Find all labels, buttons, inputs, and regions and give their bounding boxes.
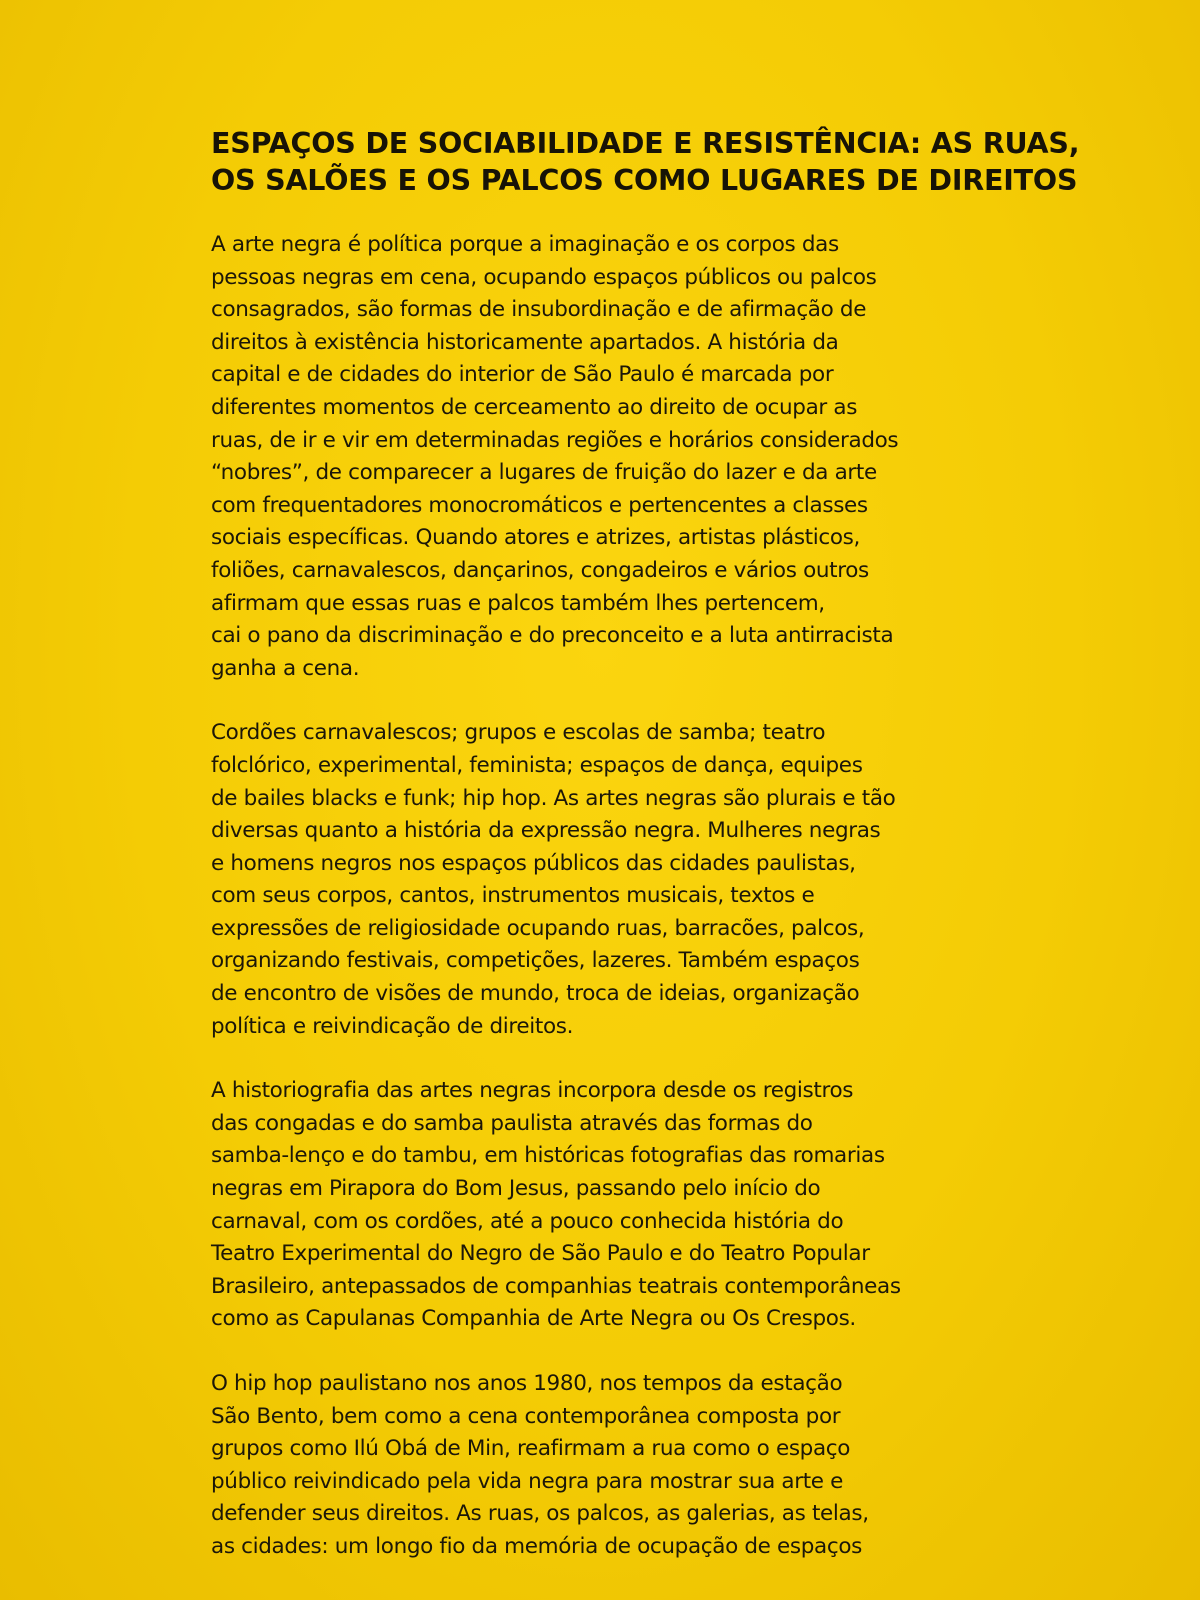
text-line: as cidades: um longo fio da memória de ocupação de espaços [211,1533,863,1559]
text-line: Brasileiro, antepassados de companhias teatrais contemporâneas [211,1273,901,1299]
paragraph-2 [211,717,1011,1043]
section-title [211,125,1080,199]
text-line: expressões de religiosidade ocupando ruas, barracões, palcos, [211,915,865,941]
paragraph-4 [211,1368,1011,1564]
text-line: público reivindicado pela vida negra para mostrar sua arte e [211,1468,844,1494]
text-line: direitos à existência historicamente apartados. A história da [211,329,839,355]
text-line: de bailes blacks e funk; hip hop. As artes negras são plurais e tão [211,785,896,811]
text-line: capital e de cidades do interior de São Paulo é marcada por [211,362,834,388]
text-line: diversas quanto a história da expressão negra. Mulheres negras [211,818,881,844]
text-line: A historiografia das artes negras incorpora desde os registros [211,1078,854,1104]
text-line: foliões, carnavalescos, dançarinos, congadeiros e vários outros [211,557,869,583]
text-line: pessoas negras em cena, ocupando espaços públicos ou palcos [211,264,877,290]
title-line: OS SALÕES E OS PALCOS COMO LUGARES DE DIREITOS [211,164,1078,197]
text-line: com frequentadores monocromáticos e pertencentes a classes [211,492,868,518]
text-line: “nobres”, de comparecer a lugares de fruição do lazer e da arte [211,460,877,486]
text-line: cai o pano da discriminação e do preconceito e a luta antirracista [211,623,894,649]
text-line: ganha a cena. [211,655,360,681]
text-line: das congadas e do samba paulista através das formas do [211,1110,813,1136]
text-line: folclórico, experimental, feminista; espaços de dança, equipes [211,752,863,778]
text-line: samba-lenço e do tambu, em históricas fotografias das romarias [211,1143,885,1169]
text-line: e homens negros nos espaços públicos das cidades paulistas, [211,850,856,876]
text-line: como as Capulanas Companhia de Arte Negra ou Os Crespos. [211,1306,856,1332]
text-line: organizando festivais, competições, lazeres. Também espaços [211,948,860,974]
text-line: com seus corpos, cantos, instrumentos musicais, textos e [211,883,815,909]
text-line: defender seus direitos. As ruas, os palcos, as galerias, as telas, [211,1501,869,1527]
text-line: Teatro Experimental do Negro de São Paulo e do Teatro Popular [211,1241,870,1267]
text-line: diferentes momentos de cerceamento ao direito de ocupar as [211,394,858,420]
text-line: afirmam que essas ruas e palcos também lhes pertencem, [211,590,825,616]
text-line: A arte negra é política porque a imaginação e os corpos das [211,232,839,257]
text-line: O hip hop paulistano nos anos 1980, nos tempos da estação [211,1371,843,1396]
text-line: sociais específicas. Quando atores e atrizes, artistas plásticos, [211,525,860,551]
text-line: política e reivindicação de direitos. [211,1013,574,1039]
text-line: grupos como Ilú Obá de Min, reafirmam a rua como o espaço [211,1436,851,1462]
text-line: negras em Pirapora do Bom Jesus, passando pelo início do [211,1176,821,1202]
text-line: de encontro de visões de mundo, troca de ideias, organização [211,981,860,1007]
title-line: ESPAÇOS DE SOCIABILIDADE E RESISTÊNCIA: AS RUAS, [211,127,1080,160]
text-line: São Bento, bem como a cena contemporânea composta por [211,1403,841,1429]
exhibition-wall-text [211,125,1080,1596]
text-line: consagrados, são formas de insubordinação e de afirmação de [211,297,867,323]
paragraph-3 [211,1075,1011,1336]
text-line: Cordões carnavalescos; grupos e escolas de samba; teatro [211,720,826,746]
text-line: carnaval, com os cordões, até a pouco conhecida história do [211,1208,844,1234]
text-line: ruas, de ir e vir em determinadas regiões e horários considerados [211,427,899,453]
paragraph-1 [211,229,1011,685]
